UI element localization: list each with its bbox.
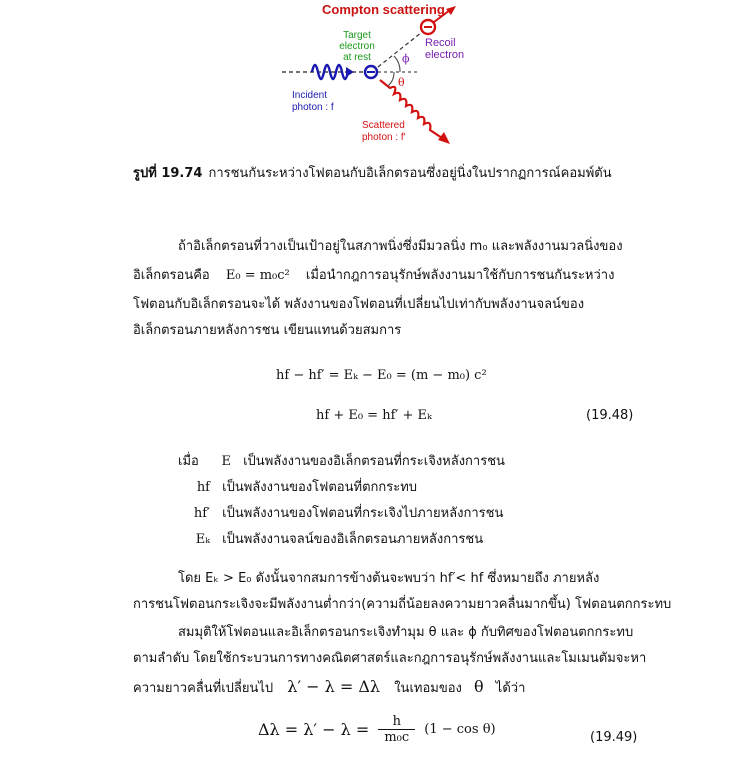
- definition-row: [164, 502, 503, 523]
- theta-symbol: θ: [474, 677, 484, 696]
- target-label-2: electron: [339, 41, 375, 52]
- caption-text: การชนกันระหว่างโฟตอนกับอิเล็กตรอนซึ่งอยู่นิ่งในปรากฏการณ์คอมพ์ตัน: [208, 166, 612, 181]
- equation-19-48: hf + E₀ = hf′ + Eₖ: [316, 408, 432, 423]
- wavelength-shift-equation: λ′ − λ = Δλ: [287, 677, 381, 696]
- para1-line2-text-a: อิเล็กตรอนคือ: [133, 268, 210, 283]
- scattered-label-2: photon : f': [362, 132, 406, 143]
- incident-arrow: [346, 67, 354, 77]
- equation-energy-difference: hf − hf′ = Eₖ − E₀ = (m − m₀) c²: [276, 368, 487, 383]
- para2-line2: การชนโฟตอนกระเจิงจะมีพลังงานต่ำกว่า(ความถี่น้อยลงความยาวคลื่นมากขึ้น) โฟตอนตกกระทบ: [133, 597, 672, 612]
- definition-row: [164, 528, 483, 549]
- para2-line5-text-b: ในเทอมของ: [394, 681, 462, 696]
- incident-label-2: photon : f: [292, 102, 334, 113]
- para1-line2: [133, 263, 614, 289]
- equation-19-49-number: (19.49): [590, 730, 638, 745]
- equation-19-48-number: (19.48): [586, 408, 634, 423]
- incident-label-1: Incident: [292, 90, 328, 101]
- definition-symbol: hf: [196, 480, 210, 495]
- para1-line3: โฟตอนกับอิเล็กตรอนจะได้ พลังงานของโฟตอนที่เปลี่ยนไปเท่ากับพลังงานจลน์ของ: [133, 297, 585, 312]
- para1-line4: อิเล็กตรอนภายหลังการชน เขียนแทนด้วยสมการ: [133, 323, 402, 338]
- para2-line5-text-c: ได้ว่า: [495, 681, 526, 696]
- definition-text: เป็นพลังงานของอิเล็กตรอนที่กระเจิงหลังการชน: [243, 454, 505, 469]
- definition-text: เป็นพลังงานของโฟตอนที่ตกกระทบ: [222, 480, 418, 495]
- theta-arc: [388, 72, 394, 86]
- definition-symbol: hf′: [193, 506, 210, 521]
- definition-intro: เมื่อ: [178, 454, 199, 469]
- rest-energy-equation: E₀ = m₀c²: [225, 268, 290, 283]
- para2-line3: สมมุติให้โฟตอนและอิเล็กตรอนกระเจิงทำมุม θ และ ϕ กับทิศของโฟตอนตกกระทบ: [178, 625, 634, 640]
- equation-19-49: [258, 714, 496, 745]
- scattered-label-1: Scattered: [362, 120, 405, 131]
- para1-line1: ถ้าอิเล็กตรอนที่วางเป็นเป้าอยู่ในสภาพนิ่งซึ่งมีมวลนิ่ง m₀ และพลังงานมวลนิ่งของ: [178, 239, 623, 254]
- definition-symbol: Eₖ: [195, 532, 210, 547]
- eq3-lhs: Δλ = λ′ − λ =: [258, 720, 370, 739]
- para2-line5-text-a: ความยาวคลื่นที่เปลี่ยนไป: [133, 681, 274, 696]
- definition-text: เป็นพลังงานจลน์ของอิเล็กตรอนภายหลังการชน: [222, 532, 484, 547]
- compton-figure: [270, 0, 510, 150]
- phi-arc: [394, 56, 400, 72]
- caption-label: รูปที่ 19.74: [133, 166, 203, 181]
- recoil-label-2: electron: [425, 49, 465, 61]
- recoil-label-1: Recoil: [425, 37, 456, 49]
- definition-symbol: E: [221, 454, 231, 469]
- definition-row: [178, 450, 505, 471]
- eq3-numerator: h: [378, 714, 415, 730]
- eq3-fraction: [378, 714, 415, 745]
- figure-title: Compton scattering: [322, 2, 445, 17]
- compton-diagram: [270, 0, 510, 150]
- target-label-3: at rest: [343, 52, 371, 63]
- para2-line5: [133, 674, 525, 702]
- definition-text: เป็นพลังงานของโฟตอนที่กระเจิงไปภายหลังการชน: [222, 506, 504, 521]
- eq3-denominator: m₀c: [384, 730, 410, 745]
- para2-line4: ตามลำดับ โดยใช้กระบวนการทางคณิตศาสตร์และกฎการอนุรักษ์พลังงานและโมเมนตัมจะหา: [133, 651, 647, 666]
- para1-line2-text-b: เมื่อนำกฎการอนุรักษ์พลังงานมาใช้กับการชนกันระหว่าง: [305, 268, 615, 283]
- definition-row: [164, 476, 417, 497]
- theta-label: θ: [398, 76, 405, 89]
- recoil-arrowhead: [446, 6, 456, 15]
- recoil-path: [378, 32, 422, 67]
- eq3-rhs: (1 − cos θ): [424, 722, 496, 737]
- figure-caption: [133, 162, 612, 183]
- incident-wave: [312, 65, 348, 79]
- target-label-1: Target: [343, 30, 371, 41]
- phi-label: ϕ: [402, 52, 410, 65]
- scattered-arrowhead: [438, 132, 450, 144]
- para2-line1: โดย Eₖ > E₀ ดังนั้นจากสมการข้างต้นจะพบว่า hf′< hf ซึ่งหมายถึง ภายหลัง: [178, 571, 600, 586]
